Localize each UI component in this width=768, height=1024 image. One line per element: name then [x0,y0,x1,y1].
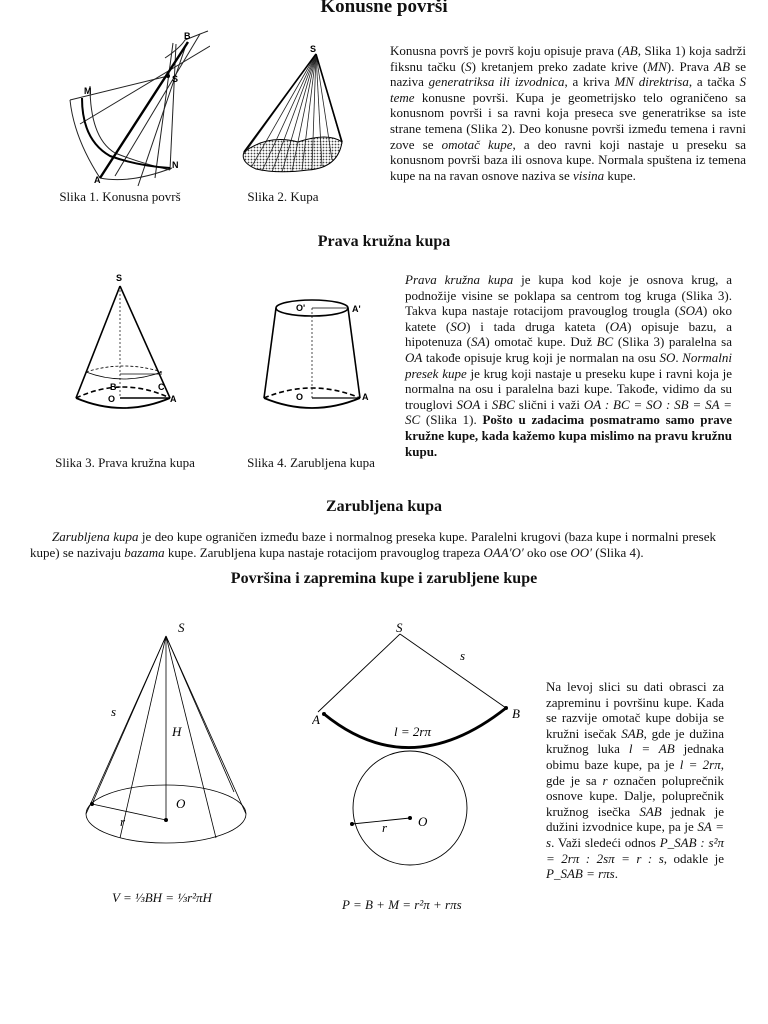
fig5-label-s: s [111,704,117,719]
fig6-label-B: B [512,706,520,721]
section-title-konusne-povrsi: Konusne površi [320,0,448,17]
fig6-label-A: A [312,712,320,727]
fig2-label-S: S [310,44,317,54]
paragraph-prava-kruzna-kupa: Prava kružna kupa je kupa kod koje je osnova krug, a podnožije visine se poklapa sa centrom tog kruga (Slika 3). Takva kupa nastaje rotacijom pravouglog trougla (SOA) oko katete (SO) i tada druga kateta (OA) opisuje bazu, a hipotenuza (SA) omotač kupe. Duž BC (Slika 3) paralelna sa OA takođe opisuje krug koji je normalan na osu SO. Normalni presek kupe je krug koji nastaje u preseku kupe i ravni koja je normalna na osu i paralelna bazi kupe. Takođe, vidimo da su trouglovi SOA i SBC slični i važi OA : BC = SO : SB = SA = SC (Slika 1). Pošto u zadacima posmatramo samo prave kružne kupe, kada kažemo kupa mislimo na pravu kružnu kupu. [405,272,733,459]
fig5-label-r: r [120,814,126,829]
fig4-label-Aprime: A' [352,304,361,314]
fig6-label-arc-length: l = 2rπ [394,724,431,739]
fig3-label-C: C [158,382,165,392]
figure-2-cone [238,44,348,184]
fig6-label-r: r [382,820,388,835]
fig1-label-A: A [94,175,101,185]
fig6-label-S: S [396,620,403,635]
fig1-label-N: N [172,160,179,170]
caption-slika-3: Slika 3. Prava kružna kupa [55,455,195,470]
figure-1-conical-surface [60,28,210,188]
section-title-zarubljena-kupa: Zarubljena kupa [325,498,443,515]
fig5-label-H: H [172,724,182,739]
fig4-label-A: A [362,392,369,402]
fig3-label-A: A [170,394,177,404]
caption-slika-1: Slika 1. Konusna površ [59,189,181,204]
fig3-label-O: O [108,394,116,404]
figure-3-right-cone [66,268,186,438]
fig5-label-O: O [176,796,186,811]
fig6-label-O: O [418,814,428,829]
caption-slika-4: Slika 4. Zarubljena kupa [247,455,375,470]
fig1-label-M: M [84,86,92,96]
formula-volume: V = ⅓BH = ⅓r²πH [112,890,212,905]
fig3-label-B: B [110,382,117,392]
fig1-label-S: S [172,74,179,84]
figure-5-cone-volume [80,614,260,854]
fig3-label-S: S [116,273,123,283]
section-title-povrsina-zapremina: Površina i zapremina kupe i zarubljene kupe [230,570,538,587]
fig6-label-s: s [460,648,466,663]
fig4-label-Oprime: O' [296,303,306,313]
figure-6-cone-development [312,616,532,886]
fig4-label-O: O [296,392,304,402]
figure-4-truncated-cone [256,294,372,440]
caption-slika-2: Slika 2. Kupa [247,189,319,204]
formula-surface-area: P = B + M = r²π + rπs [342,897,462,912]
section-title-prava-kruzna-kupa: Prava kružna kupa [317,233,451,250]
fig1-label-B: B [184,31,191,41]
fig5-label-S: S [178,620,185,635]
paragraph-povrsina-zapremina: Na levoj slici su dati obrasci za zapreminu i površinu kupe. Kada se razvije omotač kupe dobija se kružni isečak SAB, gde je dužina kružnog luka l = AB jednaka obimu baze kupe, pa je l = 2rπ, gde je sa r označen poluprečnik osnove kupe. Dalje, poluprečnik kružnog isečka SAB jednak je dužini izvodnice kupe, pa je SA = s. Važi sledeći odnos P_SAB : s²π = 2rπ : 2sπ = r : s, odakle je P_SAB = rπs. [546,679,725,882]
paragraph-zarubljena-kupa: Zarubljena kupa je deo kupe ograničen između baze i normalnog preseka kupe. Paralelni krugovi (baza kupe i normalni presek kupe) se nazivaju bazama kupe. Zarubljena kupa nastaje rotacijom pravouglog trapeza OAA′O′ oko ose OO′ (Slika 4). [30,529,716,560]
paragraph-konusne-povrsi: Konusna površ je površ koju opisuje prava (AB, Slika 1) koja sadrži fiksnu tačku (S) kretanjem preko zadate krive (MN). Prava AB se naziva generatriksa ili izvodnica, a kriva MN direktrisa, a tačka S teme konusne površi. Kupa je geometrijsko telo ograničeno sa konusnom površi i sa ravni koja preseca sve generatrikse sa iste strane temena (Slika 2). Deo konusne površi između temena i ravni zove se omotač kupe, a deo ravni koji nastaje u preseku sa konusnom površi baza ili osnova kupe. Normala spuštena iz temena kupe na na ravan osnove naziva se visina kupe. [390,43,747,183]
